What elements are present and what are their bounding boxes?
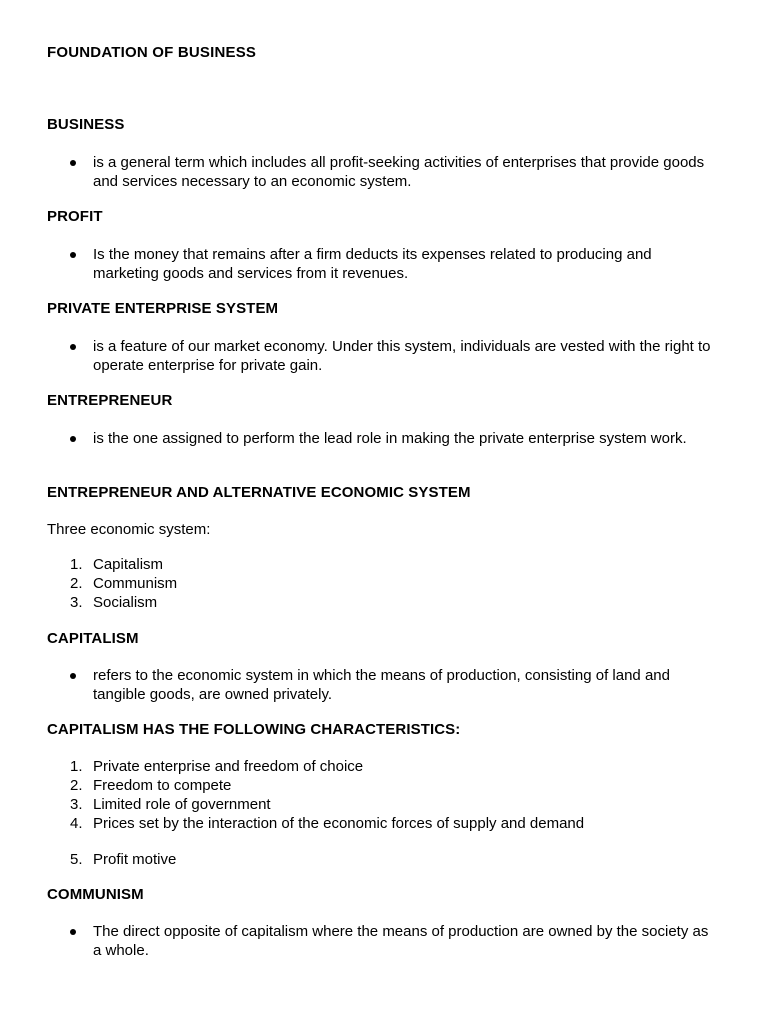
list-number: 1. xyxy=(70,556,83,573)
list-item xyxy=(70,814,584,833)
list-number: 3. xyxy=(70,796,83,813)
list-number: 4. xyxy=(70,815,83,832)
heading-alternative-systems: ENTREPRENEUR AND ALTERNATIVE ECONOMIC SYSTEM xyxy=(47,484,471,501)
bullet-dot-icon xyxy=(70,160,76,166)
heading-private-enterprise: PRIVATE ENTERPRISE SYSTEM xyxy=(47,300,279,317)
bullet-text: The direct opposite of capitalism where the means of production are owned by the society as a whole. xyxy=(93,923,709,959)
list-item xyxy=(70,757,363,776)
list-text: Prices set by the interaction of the economic forces of supply and demand xyxy=(93,815,585,832)
list-text: Limited role of government xyxy=(93,796,271,813)
bullet-text: is a feature of our market economy. Under this system, individuals are vested with the right to operate enterprise for private gain. xyxy=(93,338,711,374)
bullet-private-enterprise xyxy=(70,337,720,375)
heading-characteristics: CAPITALISM HAS THE FOLLOWING CHARACTERISTICS: xyxy=(47,721,461,738)
heading-business: BUSINESS xyxy=(47,116,125,133)
list-text: Communism xyxy=(93,575,178,592)
bullet-profit xyxy=(70,245,720,283)
list-text: Profit motive xyxy=(93,851,177,868)
bullet-business xyxy=(70,153,720,191)
heading-capitalism: CAPITALISM xyxy=(47,630,139,647)
list-number: 5. xyxy=(70,851,83,868)
bullet-communism xyxy=(70,922,720,960)
list-text: Private enterprise and freedom of choice xyxy=(93,758,364,775)
list-item xyxy=(70,795,271,814)
bullet-dot-icon xyxy=(70,673,76,679)
list-item xyxy=(70,574,177,593)
list-text: Freedom to compete xyxy=(93,777,232,794)
document-title: FOUNDATION OF BUSINESS xyxy=(47,44,257,61)
heading-entrepreneur: ENTREPRENEUR xyxy=(47,392,173,409)
bullet-capitalism xyxy=(70,666,720,704)
list-number: 2. xyxy=(70,777,83,794)
list-number: 3. xyxy=(70,594,83,611)
alt-systems-intro: Three economic system: xyxy=(47,521,211,538)
bullet-dot-icon xyxy=(70,252,76,258)
heading-communism: COMMUNISM xyxy=(47,886,144,903)
bullet-dot-icon xyxy=(70,436,76,442)
list-text: Socialism xyxy=(93,594,158,611)
bullet-text: is the one assigned to perform the lead role in making the private enterprise system work. xyxy=(93,430,687,447)
bullet-entrepreneur xyxy=(70,429,720,448)
bullet-dot-icon xyxy=(70,344,76,350)
list-item xyxy=(70,776,231,795)
list-number: 2. xyxy=(70,575,83,592)
heading-profit: PROFIT xyxy=(47,208,103,225)
bullet-dot-icon xyxy=(70,929,76,935)
list-number: 1. xyxy=(70,758,83,775)
bullet-text: is a general term which includes all profit-seeking activities of enterprises that provide goods and services necessary to an economic system. xyxy=(93,154,705,190)
list-item xyxy=(70,555,163,574)
list-text: Capitalism xyxy=(93,556,164,573)
list-item xyxy=(70,850,176,869)
bullet-text: refers to the economic system in which the means of production, consisting of land and tangible goods, are owned privately. xyxy=(93,667,670,703)
list-item xyxy=(70,593,157,612)
bullet-text: Is the money that remains after a firm deducts its expenses related to producing and marketing goods and services from it revenues. xyxy=(93,246,652,282)
